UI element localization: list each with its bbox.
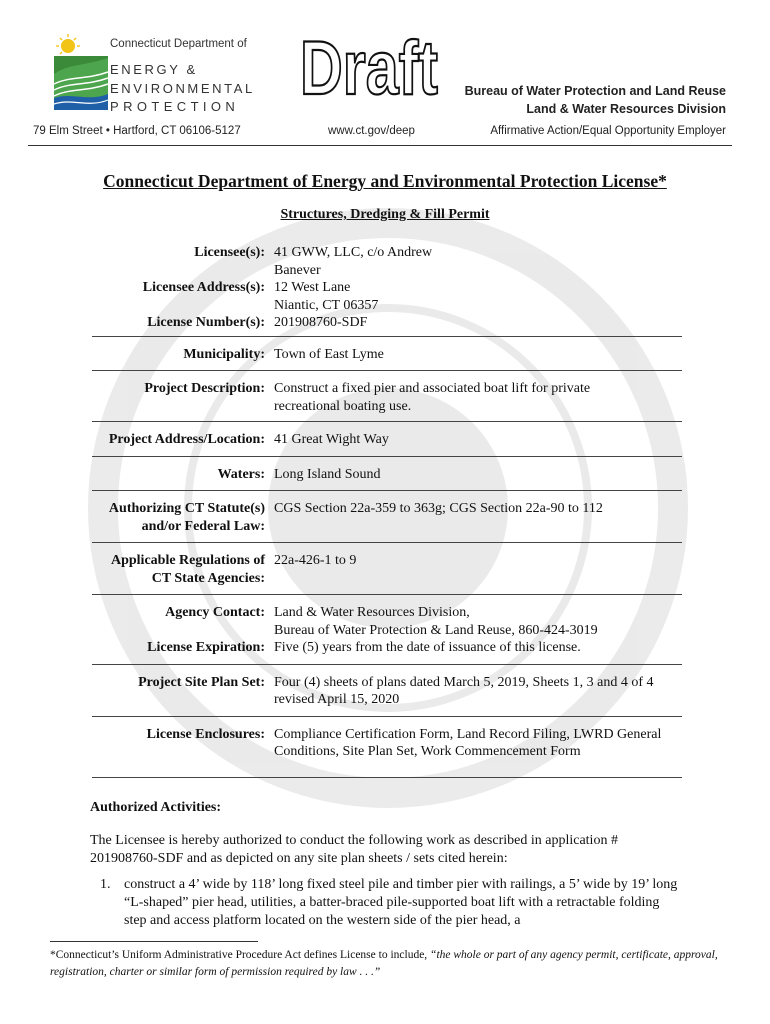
divider xyxy=(92,777,682,778)
site-plan-value: Four (4) sheets of plans dated March 5, 2019, Sheets 1, 3 and 4 of 4 revised April 15, 2020 xyxy=(274,674,654,707)
regulations-label-line1: Applicable Regulations of xyxy=(110,553,265,568)
division-line: Land & Water Resources Division xyxy=(526,102,726,116)
licensee-address-line2: Niantic, CT 06357 xyxy=(274,297,379,313)
logo-line-energy: ENERGY & xyxy=(110,62,198,77)
employer-statement: Affirmative Action/Equal Opportunity Employer xyxy=(490,125,726,137)
license-expiration-row xyxy=(0,639,770,664)
document-title: Connecticut Department of Energy and Environmental Protection License* xyxy=(103,171,667,191)
license-expiration-value: Five (5) years from the date of issuance of this license. xyxy=(274,640,581,655)
municipality-label: Municipality: xyxy=(183,346,265,362)
enclosures-row xyxy=(0,717,770,777)
waters-value: Long Island Sound xyxy=(274,466,381,482)
footnote-quote: “the whole or part of any agency permit, certificate, approval, registration, charter or similar form of permission required by law . . .” xyxy=(50,949,718,978)
enclosures-label: License Enclosures: xyxy=(146,726,265,742)
statute-row xyxy=(0,491,770,542)
regulations-label-line2: CT State Agencies: xyxy=(151,570,265,586)
website-link[interactable]: www.ct.gov/deep xyxy=(328,125,415,137)
bureau-block xyxy=(465,82,726,118)
licensee-row xyxy=(0,244,770,279)
agency-contact-line1: Land & Water Resources Division, xyxy=(274,605,470,620)
bureau-line: Bureau of Water Protection and Land Reuse xyxy=(464,84,726,98)
statute-label-line2: and/or Federal Law: xyxy=(141,518,265,534)
project-address-value: 41 Great Wight Way xyxy=(274,432,389,447)
statute-value: CGS Section 22a-359 to 363g; CGS Section 22a-90 to 112 xyxy=(274,501,603,516)
project-description-row xyxy=(0,371,770,421)
statute-label-line1: Authorizing CT Statute(s) xyxy=(108,501,265,516)
municipality-row xyxy=(0,337,770,371)
agency-contact-label: Agency Contact: xyxy=(165,605,265,620)
authorized-intro: The Licensee is hereby authorized to conduct the following work as described in application # 201908760-SDF and as depicted on any site plan sheets / sets cited herein: xyxy=(90,833,618,866)
license-fields xyxy=(0,244,770,778)
draft-stamp-text: Draft xyxy=(300,26,438,111)
regulations-row xyxy=(0,543,770,594)
statute-label xyxy=(109,500,265,535)
licensee-value: 41 GWW, LLC, c/o Andrew Banever xyxy=(274,245,433,278)
regulations-label xyxy=(111,552,265,587)
logo-line-environmental: ENVIRONMENTAL xyxy=(110,81,255,96)
project-description-value: Construct a fixed pier and associated boat lift for private recreational boating use. xyxy=(274,381,591,414)
licensee-label: Licensee(s): xyxy=(194,245,265,260)
licensee-address-label: Licensee Address(s): xyxy=(142,280,265,295)
ct-deep-logo-icon xyxy=(48,32,114,116)
project-address-row xyxy=(0,422,770,456)
header-rule xyxy=(28,145,732,146)
street-address: 79 Elm Street • Hartford, CT 06106-5127 xyxy=(33,125,241,137)
activity-number: 1. xyxy=(100,877,111,892)
dept-small-text: Connecticut Department of xyxy=(110,38,247,50)
authorized-activities-heading: Authorized Activities: xyxy=(90,800,222,815)
letterhead xyxy=(0,0,770,150)
draft-stamp xyxy=(296,26,442,111)
footnote xyxy=(50,947,730,981)
footnote-rule xyxy=(50,941,258,942)
license-expiration-label: License Expiration: xyxy=(147,640,265,655)
agency-contact-row xyxy=(0,595,770,639)
license-number-value: 201908760-SDF xyxy=(274,315,368,330)
activity-text: construct a 4’ wide by 118’ long fixed steel pile and timber pier with railings, a 5’ wide by 19’ long “L-shaped” pier head, utilities, a batter-braced pile-supported boat lift with a retractable folding step and access platform located on the western side of the pier head, a xyxy=(124,877,678,928)
license-number-row xyxy=(0,314,770,336)
project-description-label: Project Description: xyxy=(144,381,265,396)
enclosures-value: Compliance Certification Form, Land Record Filing, LWRD General Conditions, Site Plan Set, Work Commencement Form xyxy=(274,726,662,759)
project-address-label: Project Address/Location: xyxy=(108,432,265,447)
footnote-text: *Connecticut’s Uniform Administrative Procedure Act defines License to include, xyxy=(50,949,431,961)
waters-row xyxy=(0,457,770,491)
regulations-value: 22a-426-1 to 9 xyxy=(274,553,357,568)
logo-line-protection: PROTECTION xyxy=(110,99,240,114)
site-plan-row xyxy=(0,665,770,716)
licensee-address-row xyxy=(0,279,770,314)
license-number-label: License Number(s): xyxy=(147,315,265,330)
site-plan-label: Project Site Plan Set: xyxy=(138,674,265,690)
municipality-value: Town of East Lyme xyxy=(274,346,384,362)
licensee-address-line1: 12 West Lane xyxy=(274,280,351,295)
activity-item xyxy=(90,876,682,930)
document-subtitle: Structures, Dredging & Fill Permit xyxy=(280,207,490,222)
agency-contact-line2: Bureau of Water Protection & Land Reuse, 860-424-3019 xyxy=(274,622,598,638)
waters-label: Waters: xyxy=(217,466,265,482)
deep-logo xyxy=(48,32,268,116)
